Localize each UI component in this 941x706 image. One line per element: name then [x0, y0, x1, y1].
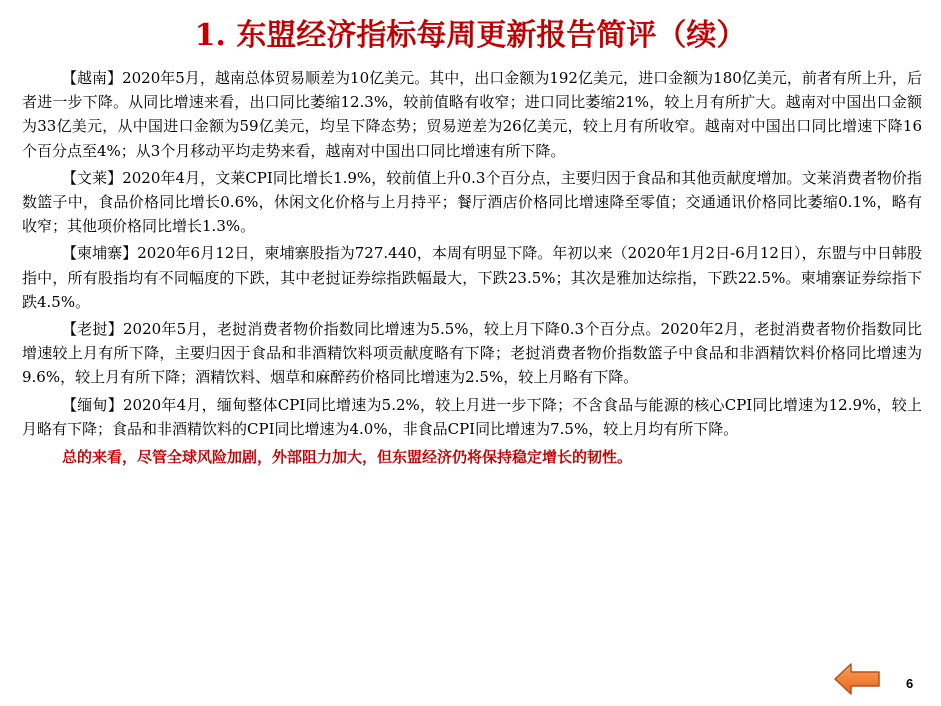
paragraph-vietnam: 【越南】2020年5月，越南总体贸易顺差为10亿美元。其中，出口金额为192亿美元，进口金额为180亿美元，前者有所上升，后者进一步下降。从同比增速来看，出口同比萎缩12.3%，较前值略有收窄；进口同比萎缩21%，较上月有所扩大。越南对中国出口金额为33亿美元，从中国进口金额为59亿美元，均呈下降态势；贸易逆差为26亿美元，较上月有所收窄。越南对中国出口同比增速下降16个百分点至4%；从3个月移动平均走势来看，越南对中国出口同比增速有所下降。 [22, 69, 922, 160]
back-button[interactable] [833, 662, 881, 696]
report-body [22, 66, 922, 470]
left-arrow-icon [833, 662, 881, 696]
paragraph-myanmar: 【缅甸】2020年4月，缅甸整体CPI同比增速为5.2%，较上月进一步下降；不含食品与能源的核心CPI同比增速为12.9%，较上月略有下降；食品和非酒精饮料的CPI同比增速为4.0%，非食品CPI同比增速为7.5%，较上月均有所下降。 [22, 395, 922, 438]
paragraph-laos: 【老挝】2020年5月，老挝消费者物价指数同比增速为5.5%，较上月下降0.3个百分点。2020年2月，老挝消费者物价指数同比增速较上月有所下降，主要归因于食品和非酒精饮料项贡献度略有下降；老挝消费者物价指数篮子中食品和非酒精饮料价格同比增速为9.6%，较上月有所下降；酒精饮料、烟草和麻醉药价格同比增速为2.5%，较上月略有下降。 [22, 320, 922, 387]
summary-text: 总的来看，尽管全球风险加剧，外部阻力加大，但东盟经济仍将保持稳定增长的韧性。 [62, 448, 633, 467]
paragraph-cambodia: 【柬埔寨】2020年6月12日，柬埔寨股指为727.440，本周有明显下降。年初以来（2020年1月2日-6月12日），东盟与中日韩股指中，所有股指均有不同幅度的下跌，其中老挝证券综指跌幅最大，下跌23.5%；其次是雅加达综指，下跌22.5%。柬埔寨证券综指下跌4.5%。 [22, 244, 922, 311]
paragraph-brunei: 【文莱】2020年4月，文莱CPI同比增长1.9%，较前值上升0.3个百分点，主要归因于食品和其他贡献度增加。文莱消费者物价指数篮子中，食品价格同比增长0.6%，休闲文化价格与上月持平；餐厅酒店价格同比增速降至零值；交通通讯价格同比萎缩0.1%，略有收窄；其他项价格同比增长1.3%。 [22, 168, 922, 236]
slide-title: 1. 东盟经济指标每周更新报告简评（续） [194, 18, 747, 53]
page-number: 6 [906, 676, 914, 691]
